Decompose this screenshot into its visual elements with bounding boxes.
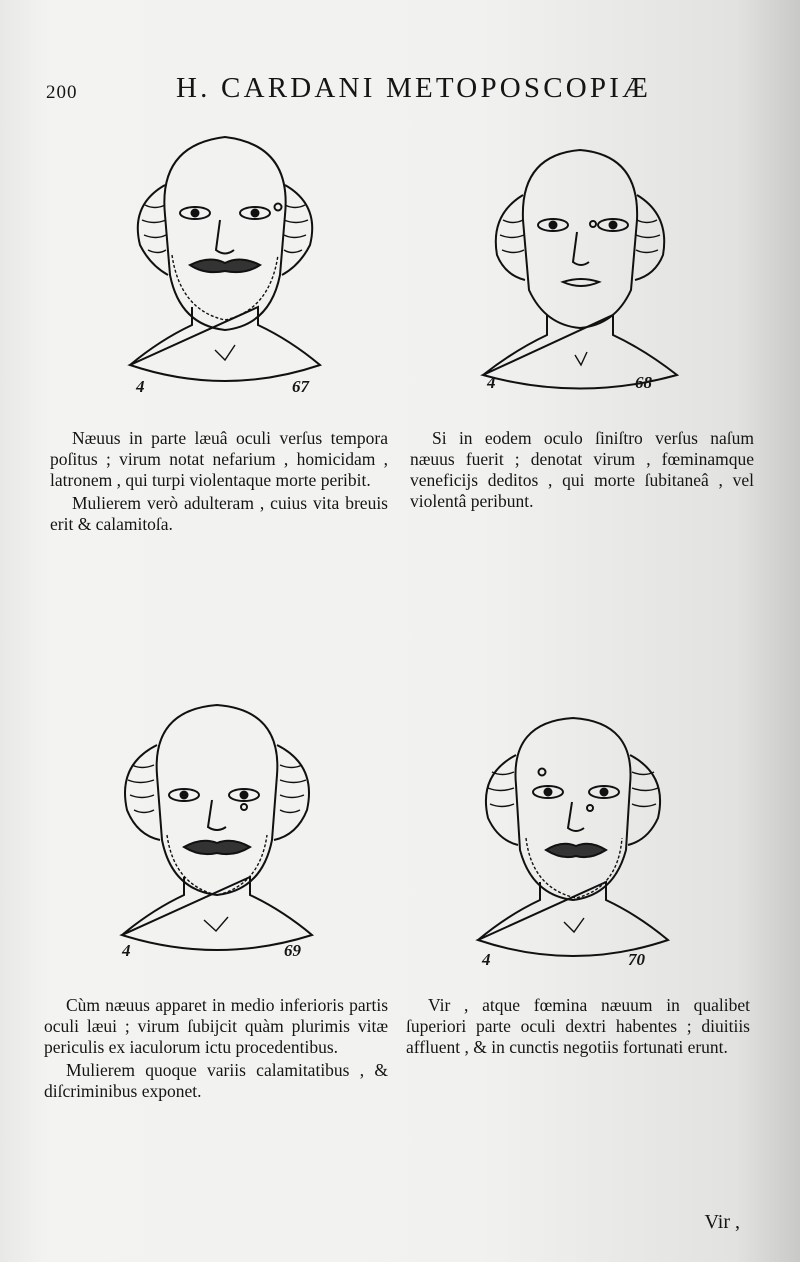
caption-70	[406, 995, 750, 1058]
bearded-face-illustration	[468, 710, 678, 970]
figure-number-label: 69	[284, 941, 301, 960]
figure-69-portrait	[112, 695, 322, 965]
running-title: H. CARDANI METOPOSCOPIÆ	[176, 72, 652, 104]
page-header	[0, 70, 800, 110]
caption-paragraph: Mulierem verò adulteram , cuius vita breuis erit & calamitoſa.	[50, 493, 388, 534]
page-number: 200	[46, 82, 78, 103]
figure-number-label: 70	[628, 950, 645, 969]
caption-paragraph: Mulierem quoque variis calamitatibus , & diſcriminibus exponet.	[44, 1060, 388, 1101]
caption-paragraph: Si in eodem oculo ſiniſtro verſus naſum næuus fuerit ; denotat virum , fœminamque veneficijs deditos , qui morte ſubitaneâ , vel violentâ peribunt.	[410, 428, 754, 511]
caption-67	[50, 428, 388, 535]
figure-plate-label: 4	[482, 950, 491, 969]
catchword: Vir ,	[704, 1211, 740, 1233]
figure-number-label: 67	[292, 377, 309, 396]
figure-number-label: 68	[635, 373, 652, 392]
figure-plate-label: 4	[122, 941, 131, 960]
caption-paragraph: Cùm næuus apparet in medio inferioris partis oculi læui ; virum ſubijcit quàm plurimis vitæ periculis ex iaculorum ictu procedentibus.	[44, 995, 388, 1057]
caption-paragraph: Næuus in parte læuâ oculi verſus tempora poſitus ; virum notat nefarium , homicidam , latronem , qui turpi violentaque morte peribit.	[50, 428, 388, 490]
caption-69	[44, 995, 388, 1102]
figure-67-portrait	[120, 125, 330, 395]
figure-70-portrait	[468, 710, 678, 970]
figure-68-portrait	[475, 140, 685, 400]
shaven-face-illustration	[475, 140, 685, 400]
figure-plate-label: 4	[487, 373, 496, 392]
bearded-face-illustration	[112, 695, 322, 965]
caption-68	[410, 428, 754, 512]
bearded-face-illustration	[120, 125, 330, 395]
figure-plate-label: 4	[136, 377, 145, 396]
caption-paragraph: Vir , atque fœmina næuum in qualibet ſuperiori parte oculi dextri habentes ; diuitiis affluent , & in cunctis negotiis fortunati erunt.	[406, 995, 750, 1057]
